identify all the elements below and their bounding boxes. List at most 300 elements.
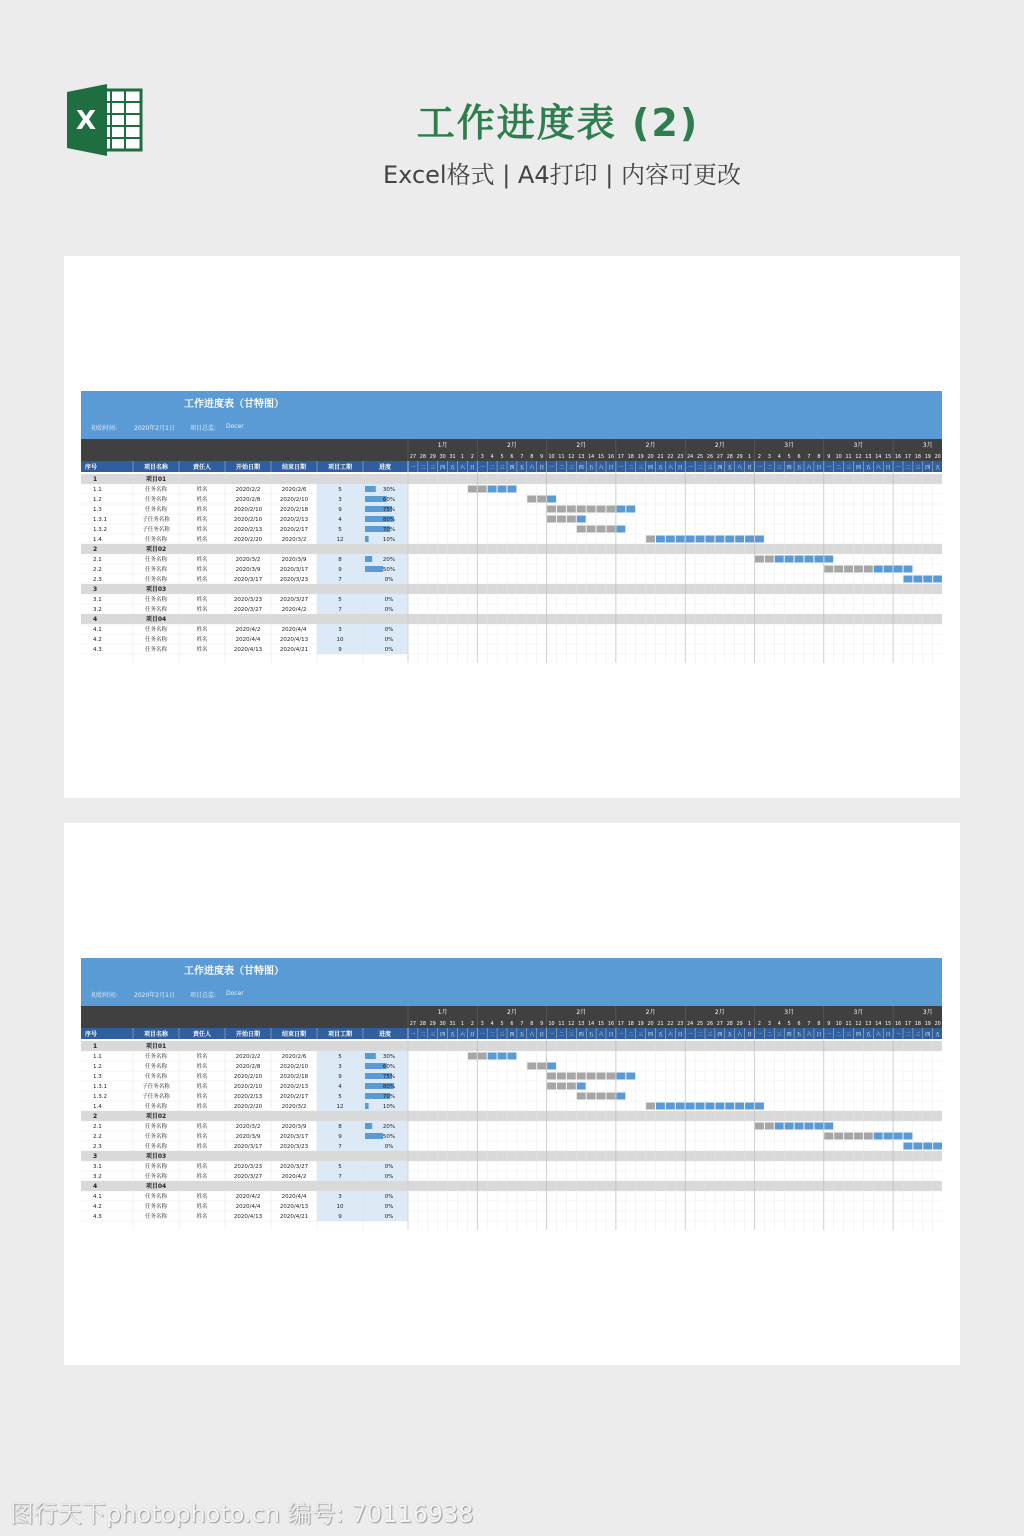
gantt-bar-cell [844, 566, 853, 573]
supervisor-label: 项目总监: [190, 992, 217, 999]
task-progress: 75% [382, 1074, 396, 1080]
month-label: 3月 [922, 1009, 933, 1016]
task-id: 4.1 [93, 627, 102, 633]
task-end: 2020/2/6 [281, 1054, 307, 1060]
weekday-label: 日 [677, 1032, 683, 1038]
day-label: 6 [797, 1022, 801, 1027]
task-end: 2020/2/6 [281, 487, 307, 493]
gantt-bar-cell [577, 516, 586, 523]
task-duration: 8 [338, 1124, 342, 1130]
weekday-label: 五 [588, 1032, 594, 1038]
task-end: 2020/3/27 [279, 1164, 309, 1170]
day-label: 21 [657, 455, 664, 460]
gantt-bar-cell [547, 1083, 556, 1090]
task-owner: 姓名 [196, 1124, 208, 1130]
task-start: 2020/4/4 [235, 637, 261, 643]
gantt-bar-cell [587, 526, 596, 533]
day-label: 19 [637, 455, 644, 460]
column-header: 序号 [84, 1031, 98, 1038]
task-progress: 60% [382, 497, 396, 503]
task-id: 2.1 [93, 557, 102, 563]
weekday-label: 五 [519, 1032, 525, 1038]
weekday-label: 日 [539, 1032, 545, 1038]
day-label: 28 [419, 455, 426, 460]
gantt-svg [81, 1006, 942, 1230]
group-row-bg [81, 1181, 942, 1191]
gantt-bar-cell [478, 486, 487, 493]
task-id: 2.2 [93, 567, 102, 573]
weekday-label: 四 [440, 1032, 446, 1038]
weekday-label: 六 [737, 465, 743, 471]
day-label: 31 [449, 455, 456, 460]
task-duration: 5 [338, 1054, 342, 1060]
day-label: 22 [667, 1022, 674, 1027]
weekday-label: 日 [608, 465, 614, 471]
day-label: 25 [696, 1022, 704, 1027]
gantt-bar-cell [498, 1053, 507, 1060]
weekday-label: 一 [410, 465, 416, 471]
progress-bar [365, 556, 372, 562]
gantt-bar-cell [557, 1073, 566, 1080]
day-label: 3 [480, 1022, 484, 1027]
task-start: 2020/2/2 [235, 487, 261, 493]
day-label: 3 [767, 455, 771, 460]
task-duration: 7 [338, 607, 342, 613]
weekday-label: 五 [935, 1032, 941, 1038]
task-start: 2020/2/10 [233, 1084, 263, 1090]
day-label: 8 [530, 455, 534, 460]
day-label: 30 [439, 1022, 446, 1027]
gantt-bar-cell [706, 536, 715, 543]
weekday-label: 日 [608, 1032, 614, 1038]
weekday-label: 三 [846, 465, 852, 471]
day-label: 17 [904, 1022, 912, 1027]
weekday-label: 一 [756, 1032, 762, 1038]
day-label: 8 [817, 455, 821, 460]
task-name: 任务名称 [144, 597, 168, 603]
day-label: 2 [470, 1022, 474, 1027]
group-id: 1 [93, 476, 98, 483]
gantt-bar-cell [567, 1083, 576, 1090]
day-label: 26 [706, 1022, 714, 1027]
month-label: 2月 [576, 1009, 587, 1016]
task-name: 任务名称 [144, 1074, 168, 1080]
group-row-bg [81, 584, 942, 594]
task-progress: 0% [384, 1194, 394, 1200]
task-owner: 姓名 [196, 1214, 208, 1220]
day-label: 28 [726, 1022, 733, 1027]
gantt-bar-cell [547, 1073, 556, 1080]
gantt-bar-cell [894, 1133, 903, 1140]
weekday-label: 日 [885, 1032, 891, 1038]
weekday-label: 一 [756, 465, 762, 471]
task-id: 2.2 [93, 1134, 102, 1140]
task-duration: 9 [338, 1134, 342, 1140]
weekday-label: 二 [489, 1032, 495, 1038]
day-label: 24 [687, 455, 694, 460]
weekday-label: 三 [707, 465, 713, 471]
weekday-label: 三 [915, 1032, 921, 1038]
gantt-bar-cell [795, 556, 804, 563]
task-name: 任务名称 [144, 627, 168, 633]
weekday-label: 一 [895, 465, 901, 471]
task-duration: 7 [338, 577, 342, 583]
task-owner: 姓名 [196, 1104, 208, 1110]
weekday-label: 二 [836, 1032, 842, 1038]
group-name: 项目03 [145, 586, 167, 593]
task-duration: 8 [338, 557, 342, 563]
task-name: 任务名称 [144, 1214, 168, 1220]
month-label: 2月 [507, 442, 517, 449]
weekday-label: 三 [776, 465, 782, 471]
weekday-label: 四 [648, 1032, 654, 1038]
weekday-label: 一 [479, 465, 485, 471]
weekday-label: 二 [905, 465, 911, 471]
day-label: 9 [540, 1022, 544, 1027]
group-row-bg [81, 1151, 942, 1161]
weekday-label: 四 [578, 465, 584, 471]
gantt-bar-cell [626, 506, 635, 513]
weekday-label: 二 [905, 1032, 911, 1038]
task-end: 2020/2/10 [279, 497, 309, 503]
task-owner: 姓名 [196, 1194, 208, 1200]
task-name: 任务名称 [144, 567, 168, 573]
weekday-label: 日 [885, 465, 891, 471]
day-label: 2 [470, 455, 474, 460]
task-end: 2020/3/23 [279, 577, 309, 583]
day-label: 12 [568, 455, 575, 460]
progress-cell-bg [317, 604, 408, 614]
weekday-label: 六 [667, 465, 673, 471]
gantt-bar-cell [597, 506, 606, 513]
column-header: 责任人 [192, 1031, 212, 1038]
task-name: 子任务名称 [142, 517, 170, 523]
day-label: 13 [578, 1022, 585, 1027]
gantt-bar-cell [547, 496, 556, 503]
weekday-label: 日 [747, 465, 753, 471]
weekday-label: 六 [529, 1032, 535, 1038]
gantt-bar-cell [814, 556, 823, 563]
gantt-bar-cell [884, 1133, 893, 1140]
task-owner: 姓名 [196, 537, 208, 543]
gantt-grid [81, 439, 942, 663]
day-label: 27 [409, 455, 417, 460]
task-start: 2020/4/13 [233, 1214, 263, 1220]
day-label: 7 [807, 1022, 811, 1027]
weekday-label: 五 [935, 465, 941, 471]
gantt-bar-cell [854, 1133, 863, 1140]
task-id: 4.2 [93, 637, 102, 643]
weekday-label: 日 [816, 1032, 822, 1038]
day-label: 1 [748, 1022, 752, 1027]
weekday-label: 二 [836, 465, 842, 471]
gantt-sheet [81, 958, 942, 1230]
weekday-label: 三 [638, 465, 644, 471]
task-name: 任务名称 [144, 1134, 168, 1140]
day-label: 7 [807, 455, 811, 460]
weekday-label: 日 [677, 465, 683, 471]
weekday-label: 日 [816, 465, 822, 471]
task-progress: 0% [384, 607, 394, 613]
weekday-label: 六 [598, 465, 604, 471]
progress-cell-bg [317, 634, 408, 644]
task-end: 2020/4/4 [281, 627, 307, 633]
day-label: 15 [885, 455, 892, 460]
gantt-bar-cell [646, 1103, 655, 1110]
weekday-label: 三 [499, 1032, 505, 1038]
gantt-bar-cell [498, 486, 507, 493]
day-label: 2 [757, 455, 761, 460]
gantt-grid [81, 1006, 942, 1230]
task-end: 2020/2/18 [279, 507, 309, 513]
task-id: 3.2 [93, 1174, 102, 1180]
group-id: 2 [93, 546, 98, 553]
task-progress: 10% [382, 537, 396, 543]
task-id: 1.3.1 [93, 1084, 107, 1090]
gantt-bar-cell [864, 1133, 873, 1140]
task-name: 任务名称 [144, 1104, 168, 1110]
column-header: 开始日期 [235, 1031, 261, 1038]
weekday-label: 四 [440, 465, 446, 471]
task-name: 任务名称 [144, 607, 168, 613]
task-progress: 10% [382, 1104, 396, 1110]
day-label: 16 [894, 1022, 902, 1027]
weekday-label: 一 [687, 465, 693, 471]
day-label: 6 [510, 1022, 514, 1027]
task-name: 子任务名称 [142, 527, 170, 533]
weekday-label: 四 [509, 1032, 515, 1038]
day-label: 4 [777, 455, 781, 460]
task-duration: 5 [338, 1164, 342, 1170]
weekday-label: 三 [846, 1032, 852, 1038]
month-label: 2月 [714, 1009, 725, 1016]
task-start: 2020/2/10 [233, 1074, 263, 1080]
column-header: 项目工期 [327, 464, 353, 471]
weekday-label: 六 [667, 1032, 673, 1038]
task-progress: 70% [382, 527, 396, 533]
month-label: 1月 [437, 442, 448, 449]
weekday-label: 三 [568, 465, 574, 471]
day-label: 27 [716, 455, 723, 460]
gantt-bar-cell [834, 566, 843, 573]
task-id: 1.4 [93, 537, 102, 543]
gantt-bar-cell [745, 1103, 754, 1110]
gantt-bar-cell [795, 1123, 804, 1130]
task-name: 任务名称 [144, 487, 168, 493]
task-end: 2020/2/13 [279, 1084, 309, 1090]
task-end: 2020/4/13 [279, 1204, 309, 1210]
task-owner: 姓名 [196, 1134, 208, 1140]
weekday-label: 日 [747, 1032, 753, 1038]
group-name: 项目02 [145, 546, 167, 553]
task-progress: 0% [384, 637, 394, 643]
task-name: 任务名称 [144, 1064, 168, 1070]
gantt-bar-cell [547, 516, 556, 523]
task-owner: 姓名 [196, 1174, 208, 1180]
gantt-bar-cell [686, 536, 695, 543]
task-start: 2020/2/10 [233, 517, 263, 523]
task-end: 2020/4/2 [281, 607, 307, 613]
day-label: 9 [540, 455, 544, 460]
gantt-bar-cell [547, 506, 556, 513]
task-id: 1.3.1 [93, 517, 107, 523]
day-label: 4 [777, 1022, 781, 1027]
group-id: 1 [93, 1043, 98, 1050]
task-name: 任务名称 [144, 537, 168, 543]
day-label: 26 [706, 455, 714, 460]
day-label: 16 [894, 455, 902, 460]
day-label: 31 [449, 1022, 456, 1027]
excel-logo-letter: X [75, 106, 97, 136]
task-progress: 0% [384, 1164, 394, 1170]
weekday-label: 五 [865, 465, 871, 471]
task-id: 4.3 [93, 647, 102, 653]
weekday-label: 四 [786, 1032, 792, 1038]
task-owner: 姓名 [196, 1064, 208, 1070]
task-progress: 20% [382, 1124, 396, 1130]
task-name: 任务名称 [144, 497, 168, 503]
day-label: 5 [500, 1022, 504, 1027]
weekday-label: 一 [618, 1032, 624, 1038]
weekday-label: 五 [519, 465, 525, 471]
gantt-bar-cell [725, 536, 734, 543]
gantt-bar-cell [577, 1073, 586, 1080]
gantt-bar-cell [755, 1123, 764, 1130]
gantt-bar-cell [755, 536, 764, 543]
gantt-bar-cell [735, 1103, 744, 1110]
weekday-label: 二 [628, 1032, 634, 1038]
gantt-svg [81, 439, 942, 663]
gantt-bar-cell [933, 576, 942, 583]
task-duration: 3 [338, 497, 342, 503]
group-id: 2 [93, 1113, 98, 1120]
task-duration: 9 [338, 567, 342, 573]
weekday-label: 五 [450, 465, 456, 471]
gantt-bar-cell [814, 1123, 823, 1130]
task-id: 1.2 [93, 1064, 102, 1070]
day-label: 27 [409, 1022, 417, 1027]
task-id: 3.1 [93, 1164, 102, 1170]
day-label: 13 [865, 1022, 872, 1027]
weekday-label: 日 [539, 465, 545, 471]
task-id: 3.1 [93, 597, 102, 603]
weekday-label: 五 [657, 1032, 663, 1038]
group-name: 项目01 [145, 476, 167, 483]
task-owner: 姓名 [196, 577, 208, 583]
weekday-label: 一 [479, 1032, 485, 1038]
task-name: 任务名称 [144, 577, 168, 583]
gantt-bar-cell [478, 1053, 487, 1060]
progress-cell-bg [317, 594, 408, 604]
gantt-bar-cell [656, 1103, 665, 1110]
task-id: 1.3.2 [93, 1094, 107, 1100]
weekday-label: 六 [459, 1032, 465, 1038]
day-label: 9 [827, 1022, 831, 1027]
weekday-label: 六 [875, 465, 881, 471]
day-label: 5 [787, 455, 791, 460]
supervisor-label: 项目总监: [190, 425, 217, 432]
column-header: 进度 [378, 1031, 392, 1038]
day-label: 15 [597, 1022, 605, 1027]
progress-bar [365, 536, 369, 542]
gantt-bar-cell [765, 1123, 774, 1130]
progress-bar [365, 566, 383, 572]
gantt-bar-cell [527, 496, 536, 503]
task-duration: 5 [338, 597, 342, 603]
gantt-bar-cell [676, 1103, 685, 1110]
gantt-bar-cell [824, 556, 833, 563]
task-owner: 姓名 [196, 527, 208, 533]
task-duration: 10 [336, 637, 344, 643]
weekday-label: 一 [618, 465, 624, 471]
task-owner: 姓名 [196, 497, 208, 503]
task-owner: 姓名 [196, 627, 208, 633]
gantt-bar-cell [785, 1123, 794, 1130]
preview-card-1 [64, 256, 960, 798]
task-id: 1.3.2 [93, 527, 107, 533]
gantt-bar-cell [597, 1073, 606, 1080]
task-duration: 12 [336, 1104, 344, 1110]
group-id: 4 [93, 1183, 98, 1190]
weekday-label: 六 [737, 1032, 743, 1038]
gantt-bar-cell [646, 536, 655, 543]
day-label: 23 [677, 455, 684, 460]
gantt-bar-cell [874, 566, 883, 573]
task-start: 2020/3/2 [235, 557, 261, 563]
task-start: 2020/2/20 [233, 537, 263, 543]
task-progress: 0% [384, 1214, 394, 1220]
column-header: 开始日期 [235, 464, 261, 471]
task-progress: 75% [382, 507, 396, 513]
task-end: 2020/2/13 [279, 517, 309, 523]
column-header: 结束日期 [281, 1031, 307, 1038]
sheet-header [81, 958, 942, 1006]
weekday-label: 二 [420, 465, 426, 471]
column-header: 序号 [84, 464, 98, 471]
gantt-bar-cell [577, 526, 586, 533]
day-label: 11 [845, 1022, 852, 1027]
progress-bar [365, 1103, 369, 1109]
day-label: 14 [588, 455, 595, 460]
gantt-bar-cell [775, 1123, 784, 1130]
gantt-bar-cell [537, 496, 546, 503]
weekday-label: 三 [499, 465, 505, 471]
gantt-bar-cell [616, 1073, 625, 1080]
gantt-bar-cell [567, 1073, 576, 1080]
task-progress: 0% [384, 597, 394, 603]
day-label: 29 [429, 455, 436, 460]
weekday-label: 日 [469, 1032, 475, 1038]
gantt-bar-cell [527, 1063, 536, 1070]
task-name: 任务名称 [144, 647, 168, 653]
weekday-label: 四 [717, 1032, 723, 1038]
task-progress: 80% [382, 1084, 396, 1090]
weekday-label: 二 [420, 1032, 426, 1038]
column-header: 项目名称 [143, 1031, 169, 1038]
day-label: 12 [568, 1022, 575, 1027]
day-label: 13 [865, 455, 872, 460]
task-progress: 30% [382, 487, 396, 493]
weekday-label: 一 [826, 465, 832, 471]
group-row-bg [81, 544, 942, 554]
gantt-bar-cell [706, 1103, 715, 1110]
group-id: 3 [93, 1153, 98, 1160]
gantt-bar-cell [715, 536, 724, 543]
task-owner: 姓名 [196, 1054, 208, 1060]
task-end: 2020/3/27 [279, 597, 309, 603]
task-end: 2020/3/17 [279, 567, 309, 573]
preview-card-2 [64, 823, 960, 1365]
